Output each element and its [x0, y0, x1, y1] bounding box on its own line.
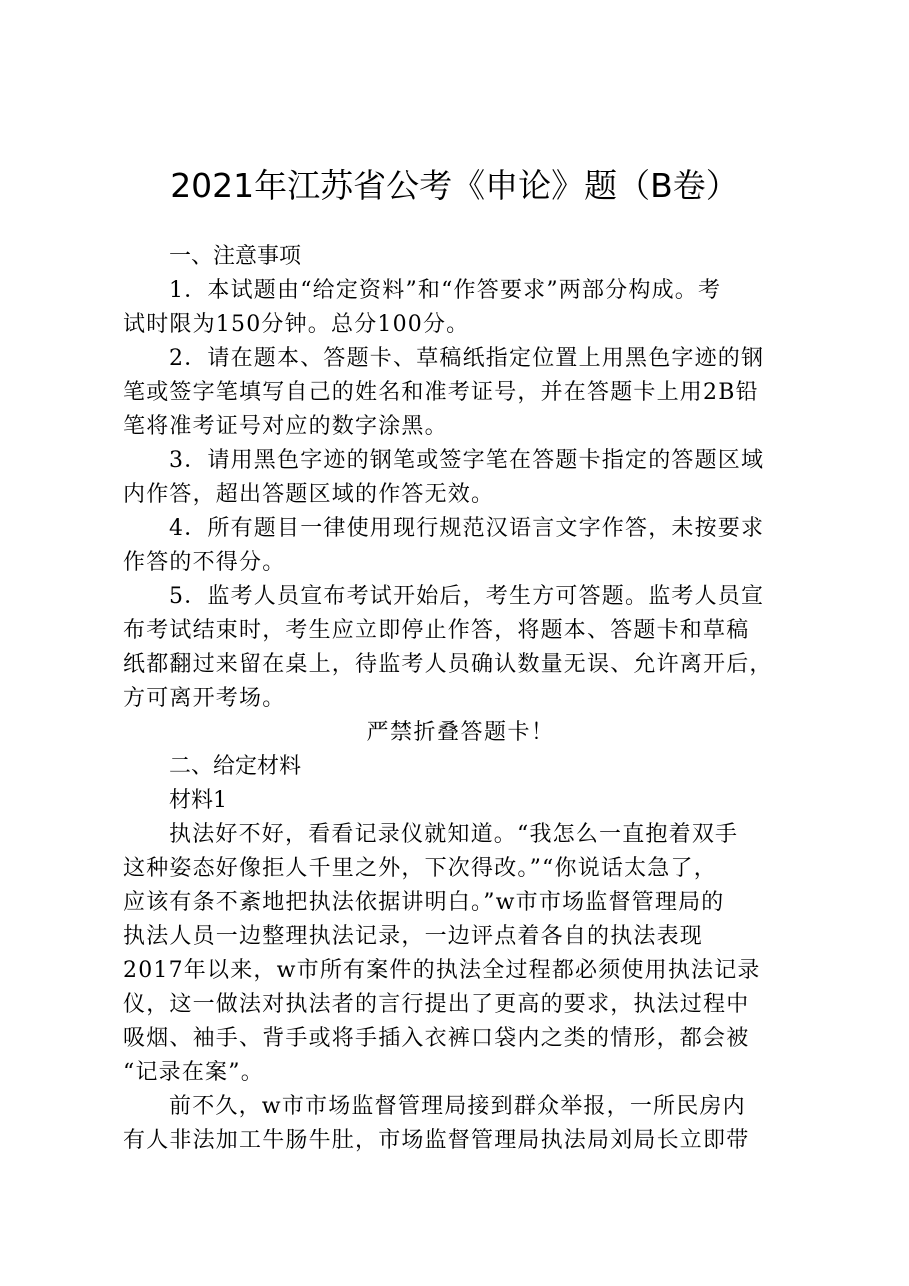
text-line: 内作答，超出答题区域的作答无效。 [123, 482, 495, 507]
notice-item-4 [123, 512, 798, 580]
notice-item-3 [123, 444, 798, 512]
text-line: 试时限为150分钟。总分100分。 [123, 312, 470, 337]
notice-item-5 [123, 580, 798, 716]
text-line: “记录在案”。 [123, 1060, 264, 1085]
material-label: 材料1 [169, 788, 227, 813]
section-heading-materials: 二、给定材料 [169, 754, 302, 779]
text-line: 方可离开考场。 [123, 686, 286, 711]
warning-note: 严禁折叠答题卡！ [366, 720, 555, 745]
notice-item-1 [123, 274, 798, 342]
material-paragraph-1 [123, 818, 798, 1090]
text-line: 执法好不好，看看记录仪就知道。“我怎么一直抱着双手 [169, 822, 739, 847]
text-line: 作答的不得分。 [123, 550, 286, 575]
text-line: 布考试结束时，考生应立即停止作答，将题本、答题卡和草稿 [123, 618, 750, 643]
text-line: 有人非法加工牛肠牛肚，市场监督管理局执法局刘局长立即带 [123, 1128, 750, 1153]
text-line: 2．请在题本、答题卡、草稿纸指定位置上用黑色字迹的钢 [169, 346, 765, 371]
text-line: 3．请用黑色字迹的钢笔或签字笔在答题卡指定的答题区域 [169, 448, 765, 473]
text-line: 4．所有题目一律使用现行规范汉语言文字作答，未按要求 [169, 516, 765, 541]
text-line: 吸烟、袖手、背手或将手插入衣裤口袋内之类的情形，都会被 [123, 1026, 750, 1051]
notice-item-2 [123, 342, 798, 444]
text-line: 这种姿态好像拒人千里之外，下次得改。”“你说话太急了， [123, 856, 717, 881]
text-line: 1．本试题由“给定资料”和“作答要求”两部分构成。考 [169, 278, 722, 303]
text-line: 纸都翻过来留在桌上，待监考人员确认数量无误、允许离开后， [123, 652, 773, 677]
text-line: 2017年以来，w市所有案件的执法全过程都必须使用执法记录 [123, 958, 761, 983]
text-line: 笔或签字笔填写自己的姓名和准考证号，并在答题卡上用2B铅 [123, 380, 759, 405]
text-line: 前不久，w市市场监督管理局接到群众举报，一所民房内 [169, 1094, 746, 1119]
text-line: 应该有条不紊地把执法依据讲明白。”w市市场监督管理局的 [123, 890, 725, 915]
document-title: 2021年江苏省公考《申论》题（B卷） [170, 166, 739, 205]
section-heading-notes: 一、注意事项 [169, 244, 302, 269]
text-line: 5．监考人员宣布考试开始后，考生方可答题。监考人员宣 [169, 584, 765, 609]
text-line: 仪，这一做法对执法者的言行提出了更高的要求，执法过程中 [123, 992, 750, 1017]
material-paragraph-2 [123, 1090, 798, 1158]
document-body [123, 240, 798, 1158]
text-line: 执法人员一边整理执法记录，一边评点着各自的执法表现 [123, 924, 704, 949]
text-line: 笔将准考证号对应的数字涂黑。 [123, 414, 448, 439]
